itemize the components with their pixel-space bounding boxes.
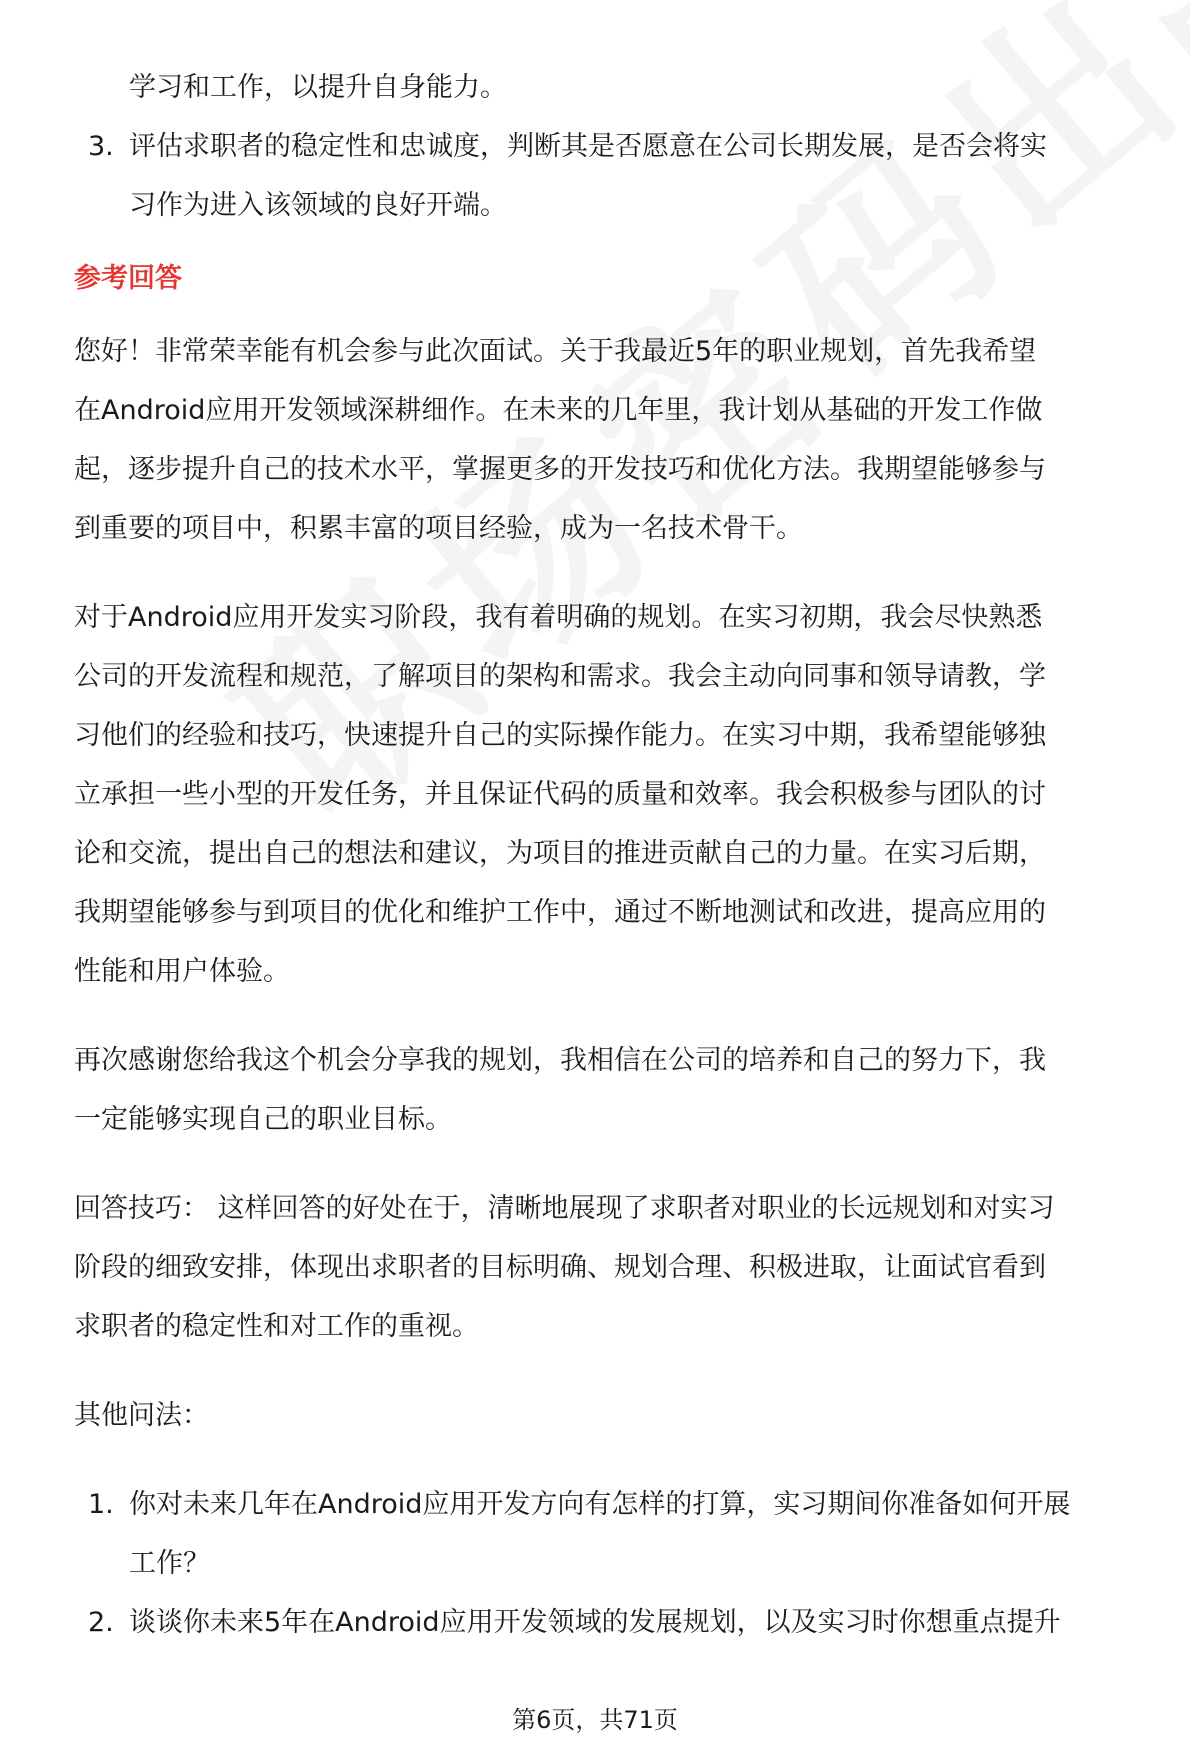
list-item (74, 117, 1164, 235)
text-line: 评估求职者的稳定性和忠诚度，判断其是否愿意在公司长期发展，是否会将实 (129, 131, 1047, 162)
text-line: 论和交流，提出自己的想法和建议，为项目的推进贡献自己的力量。在实习后期， (74, 838, 1046, 869)
text-line: 对于Android应用开发实习阶段，我有着明确的规划。在实习初期，我会尽快熟悉 (74, 602, 1043, 633)
text-line: 学习和工作，以提升自身能力。 (129, 72, 507, 103)
paragraph (74, 322, 1164, 558)
text-line: 习作为进入该领域的良好开端。 (129, 190, 507, 221)
page-content (74, 58, 1164, 1652)
answer-heading: 参考回答 (74, 263, 182, 294)
paragraph (74, 588, 1164, 1001)
list-item (74, 58, 1164, 117)
other-questions-heading: 其他问法： (74, 1400, 209, 1431)
text-line: 阶段的细致安排，体现出求职者的目标明确、规划合理、积极进取，让面试官看到 (74, 1252, 1046, 1283)
text-line: 谈谈你未来5年在Android应用开发领域的发展规划，以及实习时你想重点提升 (129, 1607, 1061, 1638)
text-line: 再次感谢您给我这个机会分享我的规划，我相信在公司的培养和自己的努力下，我 (74, 1045, 1046, 1076)
text-line: 起，逐步提升自己的技术水平，掌握更多的开发技巧和优化方法。我期望能够参与 (74, 454, 1046, 485)
text-line: 一定能够实现自己的职业目标。 (74, 1104, 452, 1135)
list-number: 3. (88, 131, 114, 162)
text-line: 您好！非常荣幸能有机会参与此次面试。关于我最近5年的职业规划，首先我希望 (74, 336, 1037, 367)
list-item (74, 1593, 1164, 1652)
page-footer: 第6页，共71页 (512, 1706, 678, 1734)
paragraph (74, 1031, 1164, 1149)
text-line: 求职者的稳定性和对工作的重视。 (74, 1311, 479, 1342)
text-line: 工作？ (129, 1548, 210, 1579)
text-line: 你对未来几年在Android应用开发方向有怎样的打算，实习期间你准备如何开展 (129, 1489, 1071, 1520)
list-item (74, 1475, 1164, 1593)
text-line: 在Android应用开发领域深耕细作。在未来的几年里，我计划从基础的开发工作做 (74, 395, 1043, 426)
list-number: 2. (88, 1607, 114, 1638)
answer-tips-paragraph (74, 1179, 1164, 1356)
text-line: 公司的开发流程和规范，了解项目的架构和需求。我会主动向同事和领导请教，学 (74, 661, 1046, 692)
text-line: 习他们的经验和技巧，快速提升自己的实际操作能力。在实习中期，我希望能够独 (74, 720, 1046, 751)
text-line: 我期望能够参与到项目的优化和维护工作中，通过不断地测试和改进，提高应用的 (74, 897, 1046, 928)
text-line: 性能和用户体验。 (74, 956, 290, 987)
text-line: 回答技巧： 这样回答的好处在于，清晰地展现了求职者对职业的长远规划和对实习 (74, 1193, 1055, 1224)
list-number: 1. (88, 1489, 114, 1520)
text-line: 到重要的项目中，积累丰富的项目经验，成为一名技术骨干。 (74, 513, 803, 544)
text-line: 立承担一些小型的开发任务，并且保证代码的质量和效率。我会积极参与团队的讨 (74, 779, 1046, 810)
